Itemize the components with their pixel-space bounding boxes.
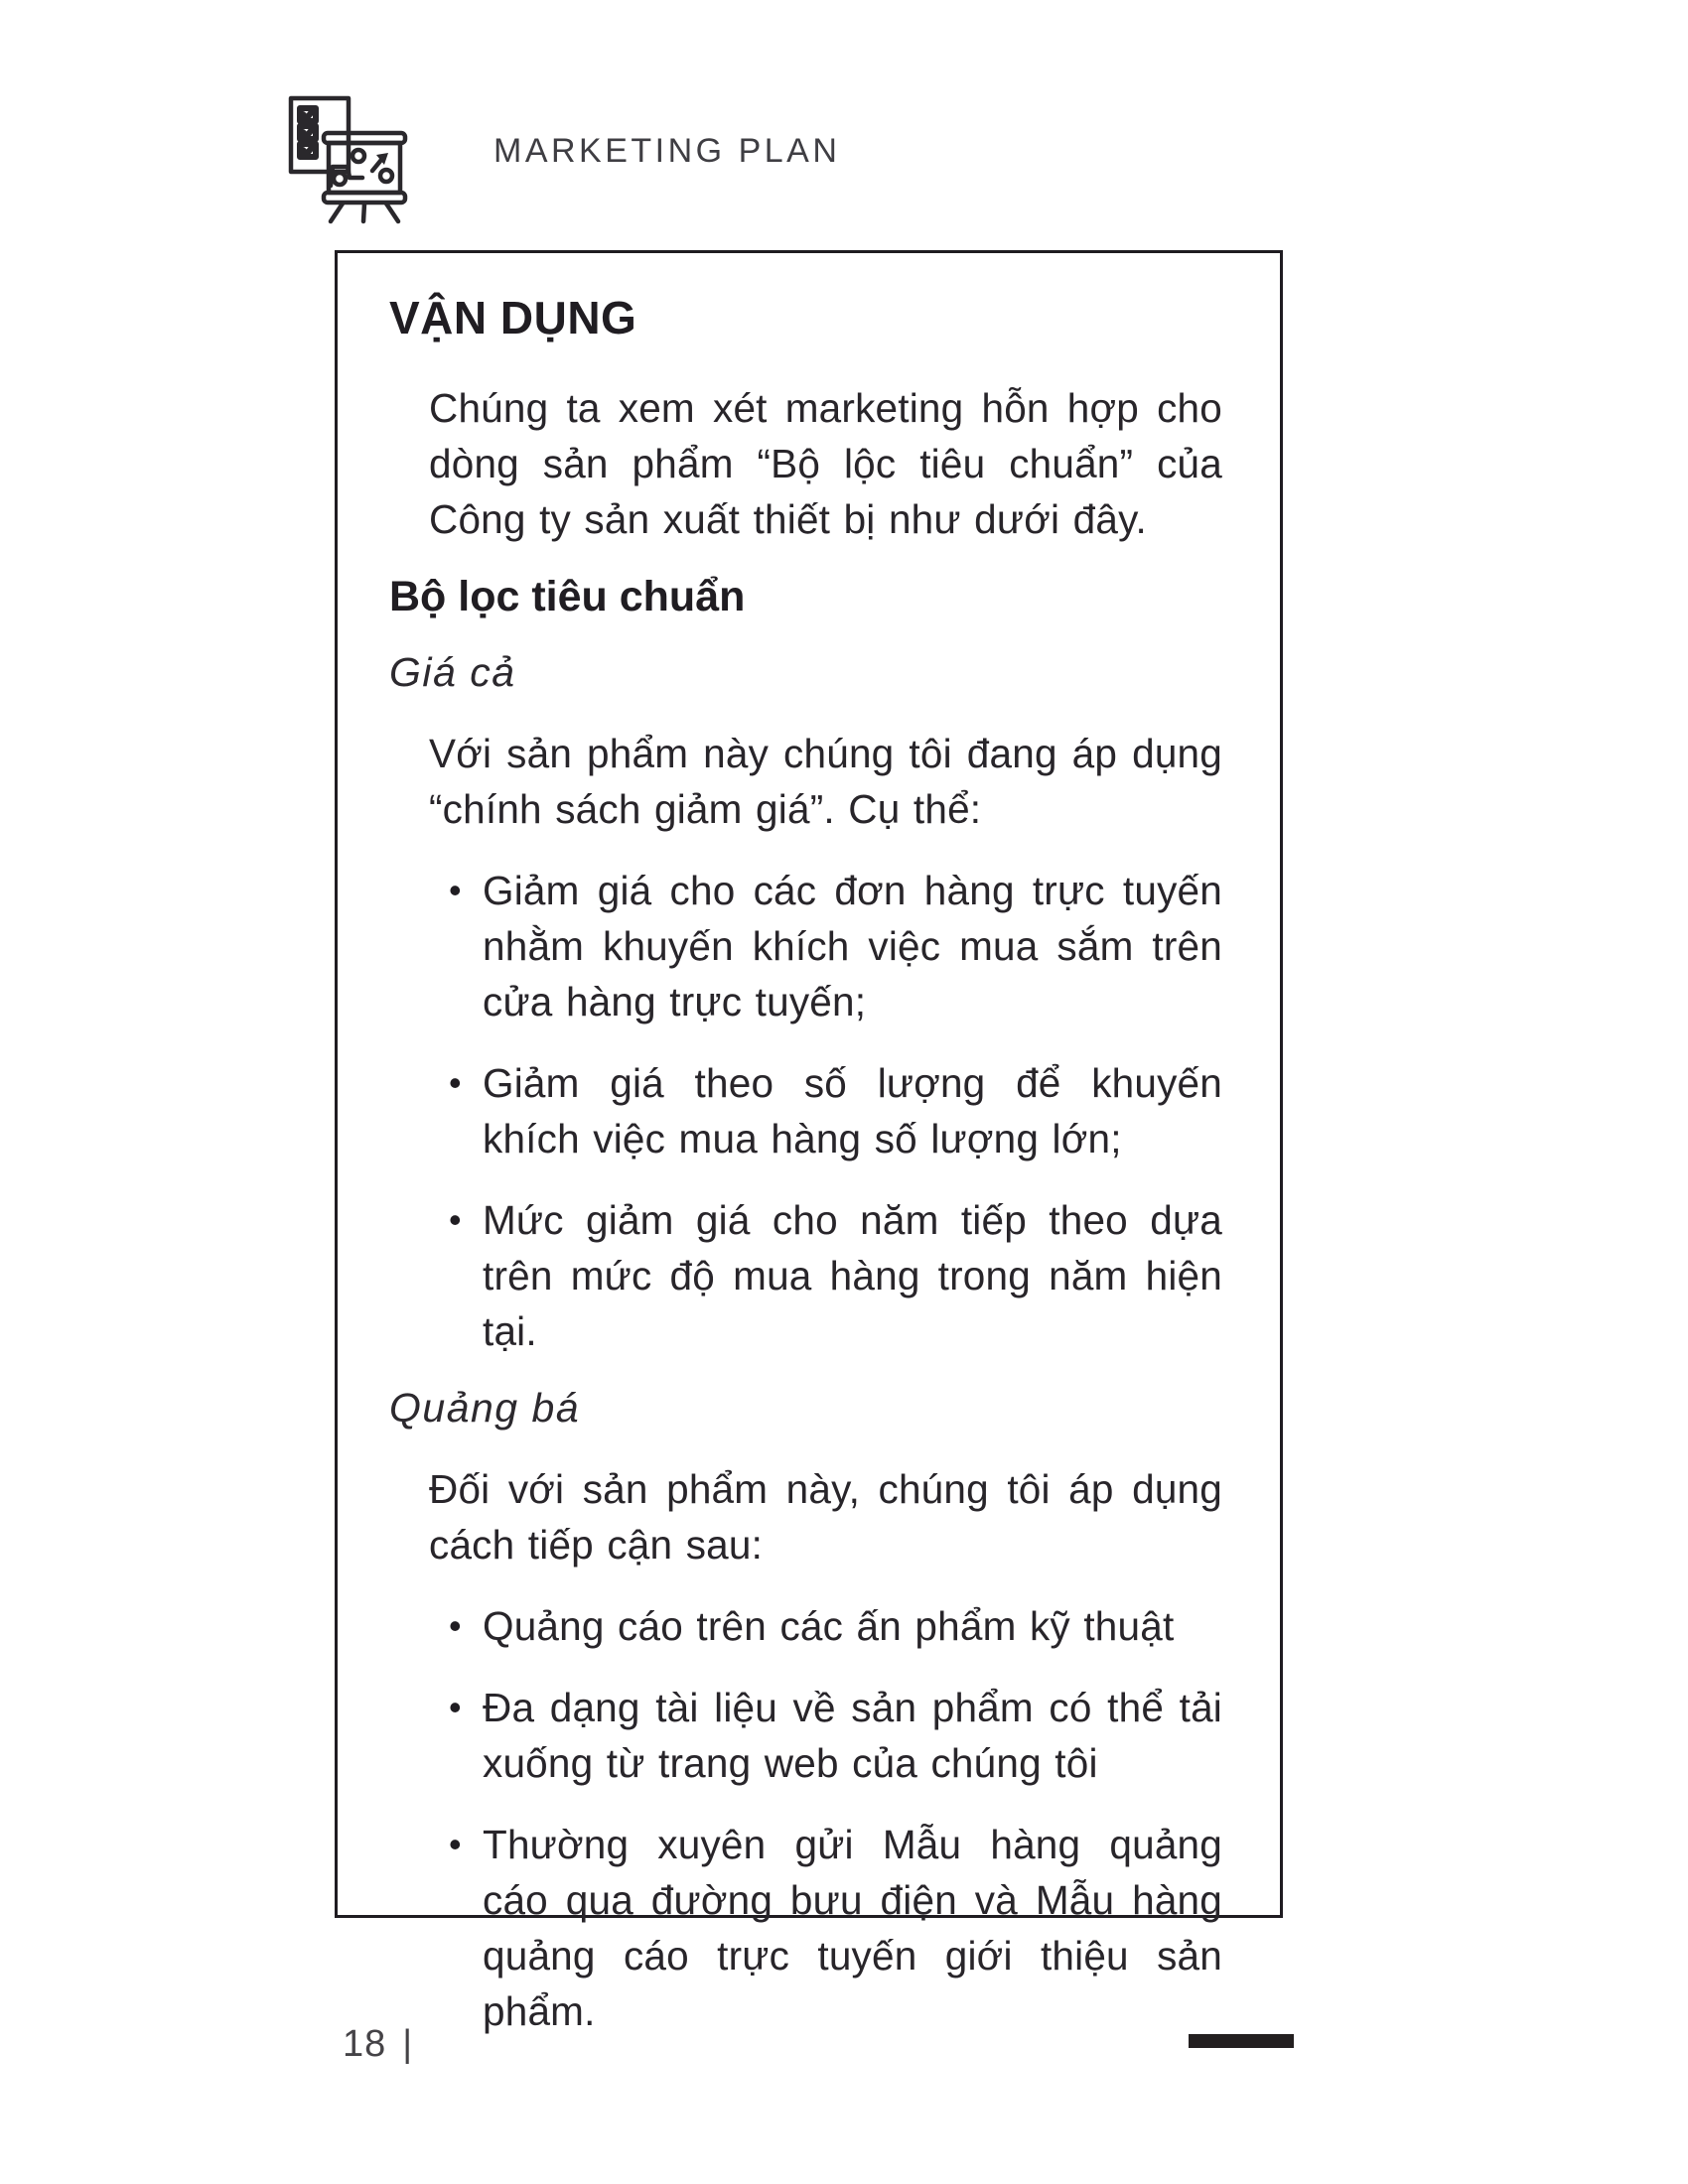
- section-title-promotion: Quảng bá: [389, 1385, 581, 1431]
- bullet-icon: •: [449, 1062, 462, 1103]
- bullet-text: Giảm giá cho các đơn hàng trực tuyến nhằm khuyến khích việc mua sắm trên cửa hàng trực tuyến;: [483, 868, 1222, 1024]
- section-title-price: Giá cả: [389, 649, 516, 695]
- section-price-intro: Với sản phẩm này chúng tôi đang áp dụng “chính sách giảm giá”. Cụ thể:: [429, 731, 1222, 832]
- marketing-plan-icon: [279, 83, 410, 224]
- bullet-icon: •: [449, 870, 462, 910]
- header-title: MARKETING PLAN: [493, 132, 841, 170]
- bullet-text: Đa dạng tài liệu về sản phẩm có thể tải xuống từ trang web của chúng tôi: [483, 1685, 1222, 1786]
- content-box: [335, 250, 1283, 2034]
- bullet-icon: •: [449, 1824, 462, 1864]
- page-number-divider: |: [402, 2023, 414, 2065]
- bullet-text: Quảng cáo trên các ấn phẩm kỹ thuật: [483, 1603, 1175, 1649]
- list-item: [449, 1598, 1222, 1654]
- bullet-text: Thường xuyên gửi Mẫu hàng quảng cáo qua đường bưu điện và Mẫu hàng quảng cáo trực tuyến giới thiệu sản phẩm.: [483, 1822, 1222, 2034]
- bullet-icon: •: [449, 1199, 462, 1240]
- product-heading: Bộ lọc tiêu chuẩn: [389, 573, 746, 620]
- page-number: [343, 2023, 413, 2066]
- intro-paragraph: Chúng ta xem xét marketing hỗn hợp cho dòng sản phẩm “Bộ lộc tiêu chuẩn” của Công ty sản xuất thiết bị như dưới đây.: [429, 385, 1222, 542]
- bullet-text: Giảm giá theo số lượng để khuyến khích việc mua hàng số lượng lớn;: [483, 1060, 1222, 1161]
- section-promotion-intro: Đối với sản phẩm này, chúng tôi áp dụng cách tiếp cận sau:: [429, 1466, 1222, 1568]
- page-number-value: 18: [343, 2023, 387, 2065]
- list-item: [449, 863, 1222, 1029]
- bullet-text: Mức giảm giá cho năm tiếp theo dựa trên mức độ mua hàng trong năm hiện tại.: [483, 1197, 1222, 1354]
- bullet-icon: •: [449, 1605, 462, 1646]
- list-item: [449, 1055, 1222, 1166]
- list-item: [449, 1192, 1222, 1359]
- box-heading: VẬN DỤNG: [389, 292, 637, 343]
- bullet-icon: •: [449, 1687, 462, 1727]
- footer-bar: [1189, 2034, 1294, 2048]
- list-item: [449, 1680, 1222, 1791]
- list-item: [449, 1817, 1222, 2039]
